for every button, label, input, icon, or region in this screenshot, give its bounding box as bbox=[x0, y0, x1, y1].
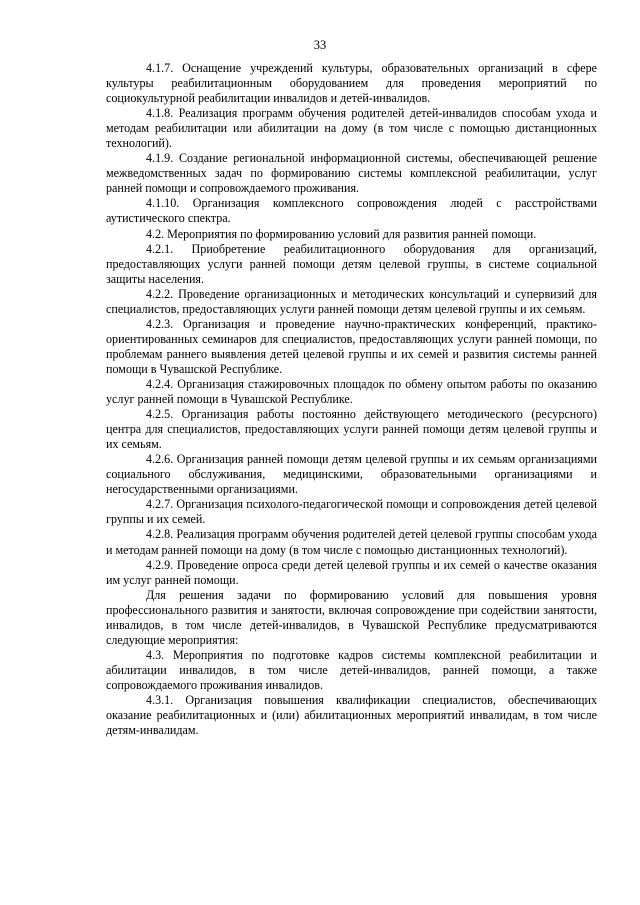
paragraph-4-2-6: 4.2.6. Организация ранней помощи детям целевой группы и их семьям организациями социального обслуживания, медицинскими, образовательными организациями и негосударственными организациями. bbox=[106, 452, 597, 497]
paragraph-4-2-2: 4.2.2. Проведение организационных и методических консультаций и супервизий для специалистов, предоставляющих услуги ранней помощи детям целевой группы и их семьям. bbox=[106, 286, 597, 316]
paragraph-4-1-10: 4.1.10. Организация комплексного сопровождения людей с расстройствами аутистического спектра. bbox=[106, 196, 597, 226]
page-number: 33 bbox=[313, 38, 327, 52]
paragraph-4-2: 4.2. Мероприятия по формированию условий для развития ранней помощи. bbox=[146, 226, 537, 241]
paragraph-4-2-7: 4.2.7. Организация психолого-педагогической помощи и сопровождения детей целевой группы и их семей. bbox=[106, 497, 597, 527]
paragraph-4-2-5: 4.2.5. Организация работы постоянно действующего методического (ресурсного) центра для специалистов, предоставляющих услуги ранней помощи детям целевой группы и их семьям. bbox=[106, 407, 597, 452]
paragraph-4-3-1: 4.3.1. Организация повышения квалификации специалистов, обеспечивающих оказание реабилитационных и (или) абилитационных мероприятий инвалидам, в том числе детям-инвалидам. bbox=[106, 692, 597, 738]
paragraph-4-2-1: 4.2.1. Приобретение реабилитационного оборудования для организаций, предоставляющих услуги ранней помощи детям целевой группы, в системе социальной защиты населения. bbox=[106, 241, 597, 286]
paragraph-4-1-8: 4.1.8. Реализация программ обучения родителей детей-инвалидов способам ухода и методам реабилитации или абилитации на дому (в том числе с помощью дистанционных технологий). bbox=[106, 106, 597, 151]
document-body bbox=[106, 61, 597, 738]
paragraph-4-2-9: 4.2.9. Проведение опроса среди детей целевой группы и их семей о качестве оказания им услуг ранней помощи. bbox=[106, 557, 597, 587]
paragraph-4-3: 4.3. Мероприятия по подготовке кадров системы комплексной реабилитации и абилитации инвалидов, в том числе детей-инвалидов, ранней помощи, а также сопровождаемого проживания инвалидов. bbox=[106, 647, 597, 692]
paragraph-4-2-3: 4.2.3. Организация и проведение научно-практических конференций, практико-ориентированных семинаров для специалистов, предоставляющих услуги ранней помощи, по проблемам раннего выявления детей целевой группы и их семей и развития системы ранней помощи в Чувашской Республике. bbox=[106, 316, 597, 376]
paragraph-4-1-9: 4.1.9. Создание региональной информационной системы, обеспечивающей решение межведомственных задач по формированию системы комплексной реабилитации, услуг ранней помощи и сопровождаемого проживания. bbox=[106, 151, 597, 196]
paragraph-4-1-7: 4.1.7. Оснащение учреждений культуры, образовательных организаций в сфере культуры реабилитационным оборудованием для проведения мероприятий по социокультурной реабилитации инвалидов и детей-инвалидов. bbox=[106, 61, 597, 106]
paragraph-4-2-8: 4.2.8. Реализация программ обучения родителей детей целевой группы способам ухода и методам ранней помощи на дому (в том числе с помощью дистанционных технологий). bbox=[106, 527, 597, 557]
paragraph-task-intro: Для решения задачи по формированию условий для повышения уровня профессионального развития и занятости, включая сопровождение при содействии занятости, инвалидов, в том числе детей-инвалидов, в Чувашской Республике предусматриваются следующие мероприятия: bbox=[106, 587, 597, 647]
paragraph-4-2-4: 4.2.4. Организация стажировочных площадок по обмену опытом работы по оказанию услуг ранней помощи в Чувашской Республике. bbox=[106, 376, 597, 407]
